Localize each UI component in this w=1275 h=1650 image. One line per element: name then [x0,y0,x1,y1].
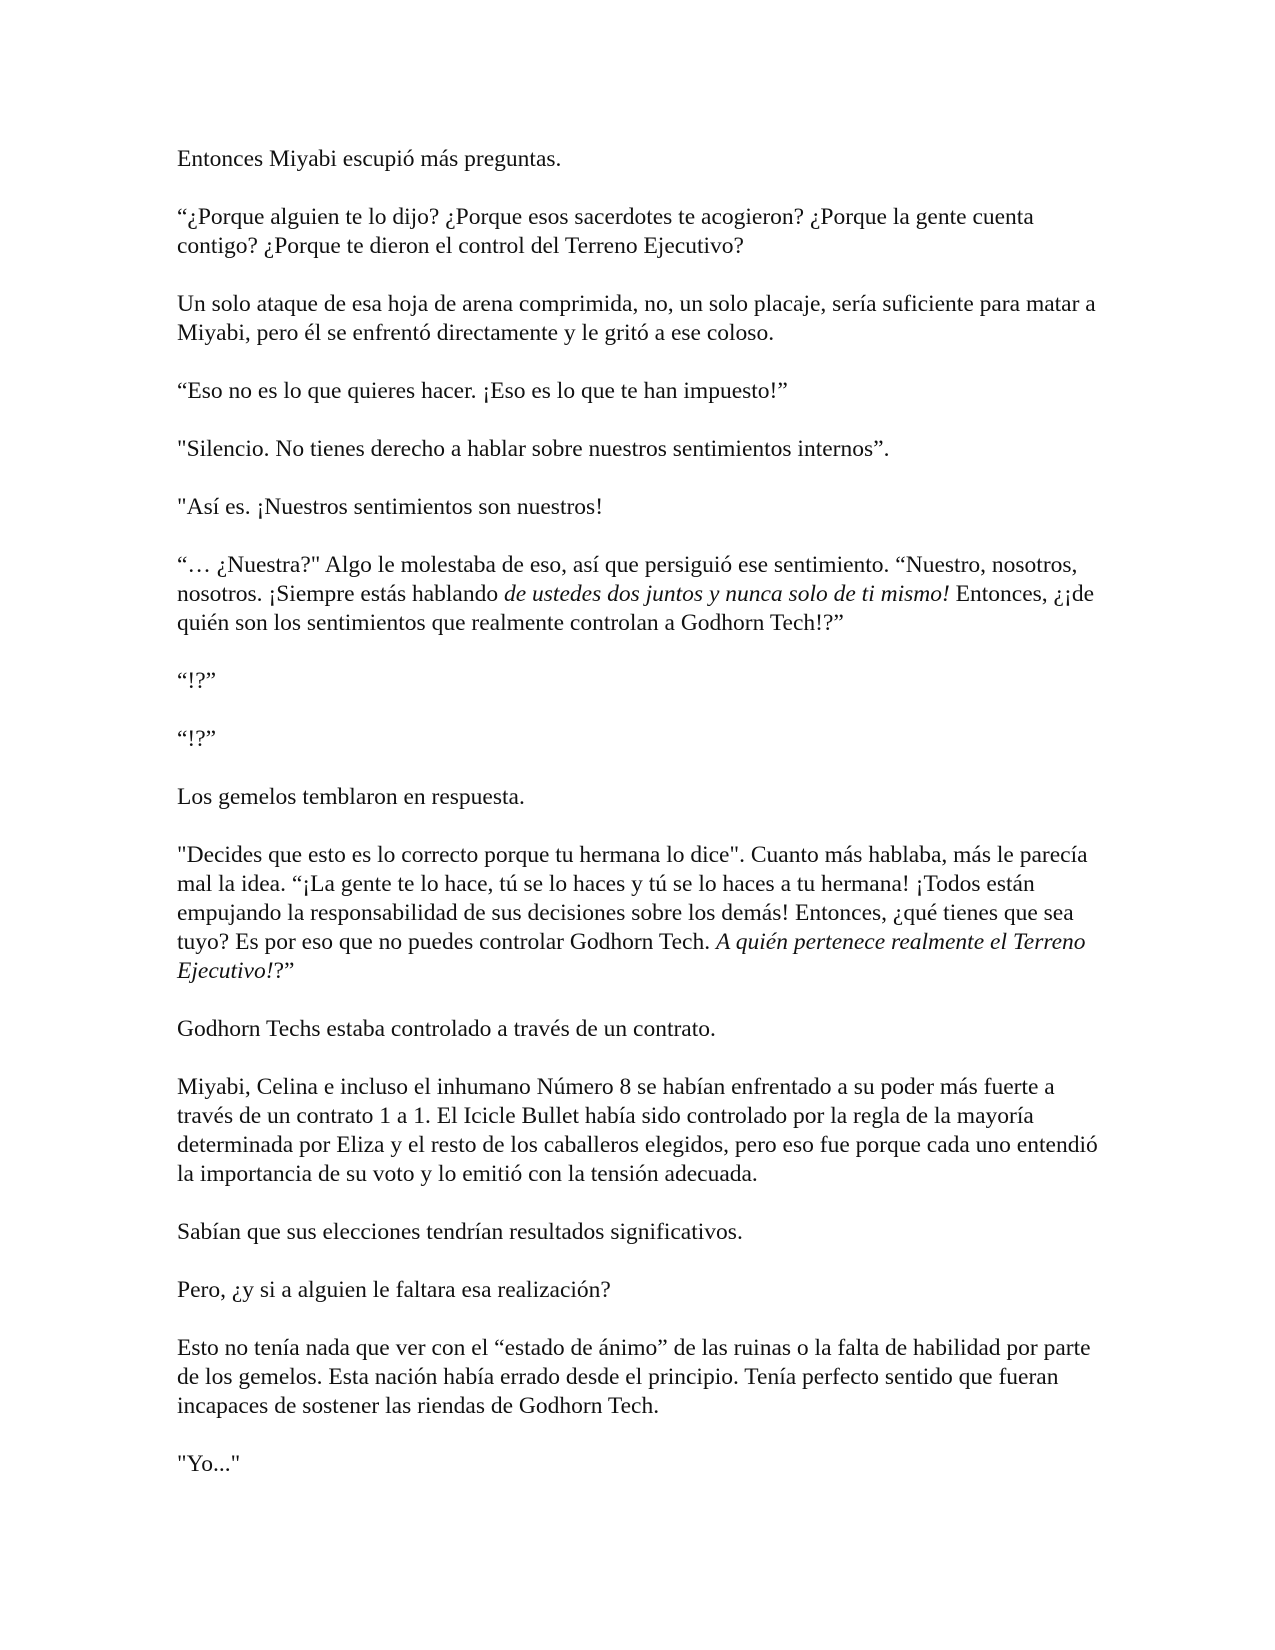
paragraph: Los gemelos temblaron en respuesta. [177,784,525,810]
paragraph: "Yo..." [177,1451,241,1477]
paragraph-text: Entonces, ¿¡de quién son los sentimientos que realmente controlan a Godhorn Tech!?” [177,581,1094,636]
paragraph: “Eso no es lo que quieres hacer. ¡Eso es lo que te han impuesto!” [177,378,788,404]
paragraph: "Así es. ¡Nuestros sentimientos son nuestros! [177,494,604,520]
paragraph: Godhorn Techs estaba controlado a través de un contrato. [177,1016,716,1042]
paragraph-text: ?” [273,958,295,984]
paragraph: Un solo ataque de esa hoja de arena comprimida, no, un solo placaje, sería suficiente para matar a Miyabi, pero él se enfrentó directamente y le gritó a ese coloso. [177,291,1096,346]
paragraph: Pero, ¿y si a alguien le faltara esa realización? [177,1277,611,1303]
italic-text: A quién pertenece realmente el Terreno Ejecutivo! [177,929,1086,984]
paragraph: Entonces Miyabi escupió más preguntas. [177,146,562,172]
document-body [177,145,1112,1479]
paragraph: Miyabi, Celina e incluso el inhumano Número 8 se habían enfrentado a su poder más fuerte a través de un contrato 1 a 1. El Icicle Bullet había sido controlado por la regla de la mayoría determinada por Eliza y el resto de los caballeros elegidos, pero eso fue porque cada uno entendió la importancia de su voto y lo emitió con la tensión adecuada. [177,1074,1098,1187]
paragraph: Esto no tenía nada que ver con el “estado de ánimo” de las ruinas o la falta de habilidad por parte de los gemelos. Esta nación había errado desde el principio. Tenía perfecto sentido que fueran incapaces de sostener las riendas de Godhorn Tech. [177,1335,1091,1419]
paragraph: “!?” [177,668,217,694]
italic-text: de ustedes dos juntos y nunca solo de ti mismo! [503,581,950,607]
paragraph-text: "Decides que esto es lo correcto porque tu hermana lo dice". Cuanto más hablaba, más le parecía mal la idea. “¡La gente te lo hace, tú se lo haces y tú se lo haces a tu hermana! ¡Todos están empujando la responsabilidad de sus decisiones sobre los demás! Entonces, ¿qué tienes que sea tuyo? Es por eso que no puedes controlar Godhorn Tech. [177,842,1088,955]
paragraph-text: “… ¿Nuestra?" Algo le molestaba de eso, así que persiguió ese sentimiento. “Nuestro, nosotros, nosotros. ¡Siempre estás hablando [177,552,1078,607]
paragraph: Sabían que sus elecciones tendrían resultados significativos. [177,1219,743,1245]
paragraph: “¿Porque alguien te lo dijo? ¿Porque esos sacerdotes te acogieron? ¿Porque la gente cuenta contigo? ¿Porque te dieron el control del Terreno Ejecutivo? [177,204,1034,259]
paragraph: "Silencio. No tienes derecho a hablar sobre nuestros sentimientos internos”. [177,436,890,462]
paragraph [177,551,1112,638]
paragraph [177,841,1112,986]
paragraph: “!?” [177,726,217,752]
